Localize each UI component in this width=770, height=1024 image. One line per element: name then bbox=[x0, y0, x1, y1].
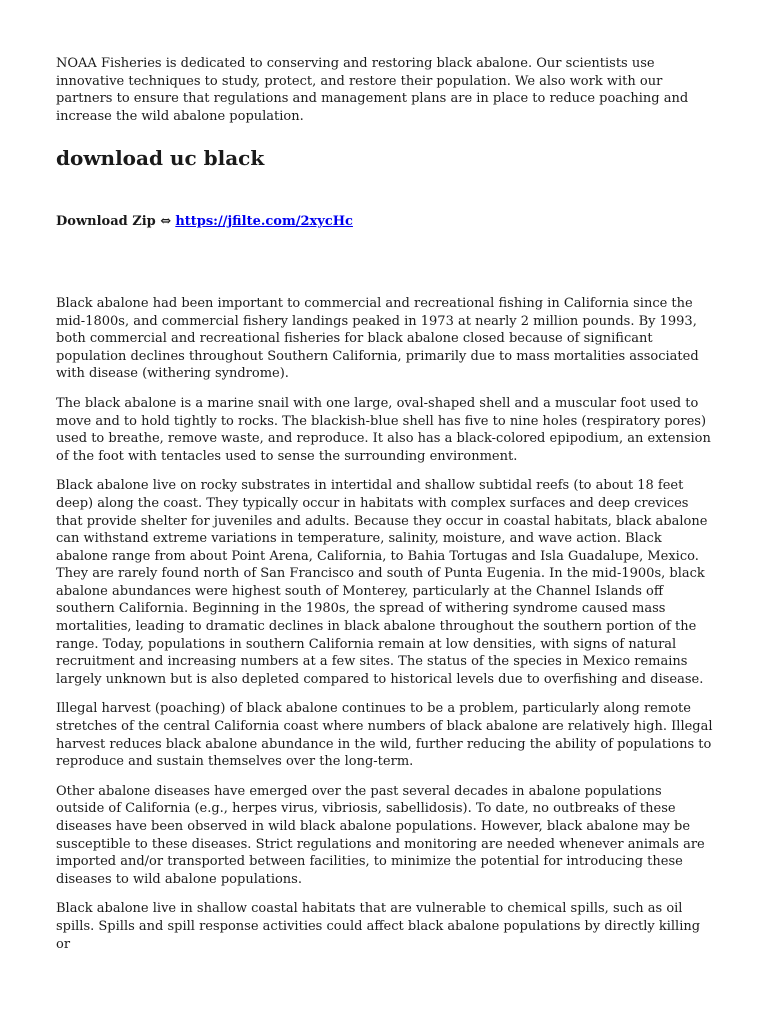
body-paragraph-description: The black abalone is a marine snail with one large, oval-shaped shell and a muscular foot used to move and to hold tightly to rocks. The blackish-blue shell has five to nine holes (respiratory pores) used to breathe, remove waste, and reproduce. It also has a black-colored epipodium, an extension of the foot with tentacles used to sense the surrounding environment. bbox=[56, 395, 711, 464]
download-link[interactable]: https://jfilte.com/2xycHc bbox=[175, 214, 353, 230]
download-label: Download Zip ⇔ bbox=[56, 214, 172, 230]
body-paragraph-history: Black abalone had been important to commercial and recreational fishing in California since the mid-1800s, and commercial fishery landings peaked in 1973 at nearly 2 million pounds. By 1993, both commercial and recreational fisheries for black abalone closed because of significant population declines throughout Southern California, primarily due to mass mortalities associated with disease (withering syndrome). bbox=[56, 295, 699, 382]
download-line bbox=[56, 213, 714, 231]
body-paragraph-poaching: Illegal harvest (poaching) of black abalone continues to be a problem, particularly along remote stretches of the central California coast where numbers of black abalone are relatively high. Illegal harvest reduces black abalone abundance in the wild, further reducing the ability of populations to reproduce and sustain themselves over the long-term. bbox=[56, 701, 713, 770]
body-paragraph-habitat: Black abalone live on rocky substrates in intertidal and shallow subtidal reefs (to about 18 feet deep) along the coast. They typically occur in habitats with complex surfaces and deep crevices that provide shelter for juveniles and adults. Because they occur in coastal habitats, black abalone can withstand extreme variations in temperature, salinity, moisture, and wave action. Black abalone range from about Point Arena, California, to Bahia Tortugas and Isla Guadalupe, Mexico. They are rarely found north of San Francisco and south of Punta Eugenia. In the mid-1900s, black abalone abundances were highest south of Monterey, particularly at the Channel Islands off southern California. Beginning in the 1980s, the spread of withering syndrome caused mass mortalities, leading to dramatic declines in black abalone throughout the southern portion of the range. Today, populations in southern California remain at low densities, with signs of natural recruitment and increasing numbers at a few sites. The status of the species in Mexico remains largely unknown but is also depleted compared to historical levels due to overfishing and disease. bbox=[56, 478, 708, 687]
body-paragraph-spills: Black abalone live in shallow coastal habitats that are vulnerable to chemical spills, such as oil spills. Spills and spill response activities could affect black abalone populations by directly killing or bbox=[56, 901, 701, 952]
page-heading: download uc black bbox=[56, 146, 265, 171]
intro-paragraph: NOAA Fisheries is dedicated to conserving and restoring black abalone. Our scientists use innovative techniques to study, protect, and restore their population. We also work with our partners to ensure that regulations and management plans are in place to reduce poaching and increase the wild abalone population. bbox=[56, 56, 689, 124]
body-paragraph-diseases: Other abalone diseases have emerged over the past several decades in abalone populations outside of California (e.g., herpes virus, vibriosis, sabellidosis). To date, no outbreaks of these diseases have been observed in wild black abalone populations. However, black abalone may be susceptible to these diseases. Strict regulations and monitoring are needed whenever animals are imported and/or transported between facilities, to minimize the potential for introducing these diseases to wild abalone populations. bbox=[56, 783, 705, 887]
